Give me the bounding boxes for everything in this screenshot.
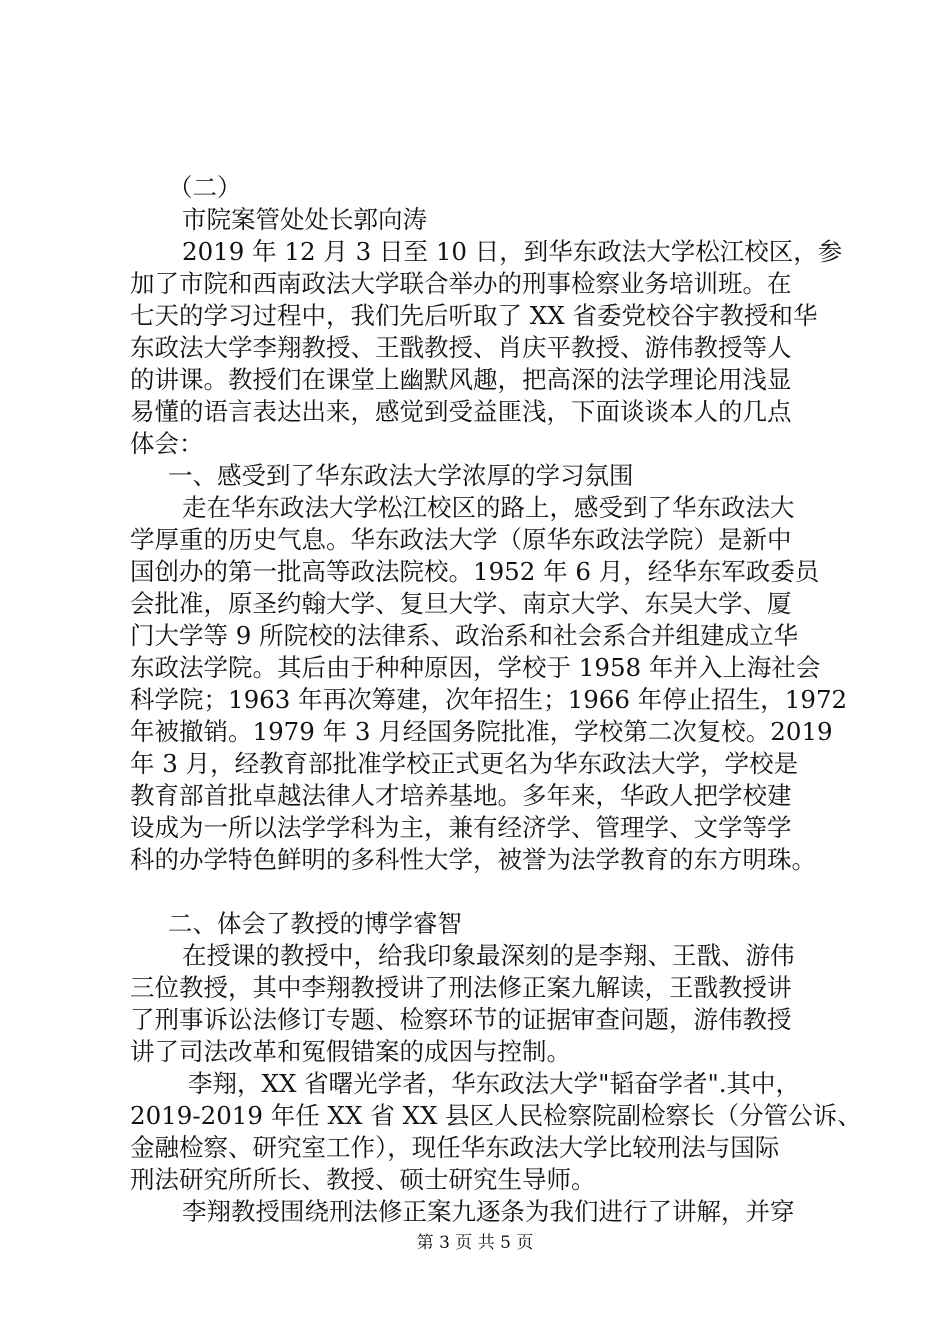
section-heading: 一、感受到了华东政法大学浓厚的学习氛围 xyxy=(168,461,634,490)
paragraph-line: 科学院；1963 年再次筹建，次年招生；1966 年停止招生，1972 xyxy=(130,685,848,714)
paragraph-line: 七天的学习过程中，我们先后听取了 XX 省委党校谷宇教授和华 xyxy=(130,301,818,330)
paragraph-line: 年 3 月，经教育部批准学校正式更名为华东政法大学，学校是 xyxy=(130,749,799,778)
paragraph-line: 国创办的第一批高等政法院校。1952 年 6 月，经华东军政委员 xyxy=(130,557,820,586)
page-footer: 第 3 页 共 5 页 xyxy=(416,1233,534,1253)
paragraph-line: 学厚重的历史气息。华东政法大学（原华东政法学院）是新中 xyxy=(130,525,792,554)
paragraph-line: 会批准，原圣约翰大学、复旦大学、南京大学、东吴大学、厦 xyxy=(130,589,792,618)
paragraph-line: 刑法研究所所长、教授、硕士研究生导师。 xyxy=(130,1165,596,1194)
paragraph-line: 在授课的教授中，给我印象最深刻的是李翔、王戬、游伟 xyxy=(182,941,795,970)
paragraph-line: 走在华东政法大学松江校区的路上，感受到了华东政法大 xyxy=(182,493,795,522)
section-heading: 二、体会了教授的博学睿智 xyxy=(168,909,462,938)
paragraph-line: 三位教授，其中李翔教授讲了刑法修正案九解读，王戬教授讲 xyxy=(130,973,792,1002)
paragraph-line: 东政法大学李翔教授、王戬教授、肖庆平教授、游伟教授等人 xyxy=(130,333,792,362)
paragraph-line: 李翔教授围绕刑法修正案九逐条为我们进行了讲解，并穿 xyxy=(182,1197,795,1226)
paragraph-line: 加了市院和西南政法大学联合举办的刑事检察业务培训班。在 xyxy=(130,269,792,298)
paragraph-line: 了刑事诉讼法修订专题、检察环节的证据审查问题，游伟教授 xyxy=(130,1005,792,1034)
paragraph-line: 教育部首批卓越法律人才培养基地。多年来，华政人把学校建 xyxy=(130,781,792,810)
paragraph-line: 东政法学院。其后由于种种原因，学校于 1958 年并入上海社会 xyxy=(130,653,821,682)
paragraph-line: 门大学等 9 所院校的法律系、政治系和社会系合并组建成立华 xyxy=(130,621,799,650)
paragraph-line: 的讲课。教授们在课堂上幽默风趣，把高深的法学理论用浅显 xyxy=(130,365,792,394)
author-line: 市院案管处处长郭向涛 xyxy=(182,205,427,234)
paragraph-line: 李翔，XX 省曙光学者，华东政法大学"韬奋学者".其中， xyxy=(188,1069,800,1098)
paragraph-line: 体会： xyxy=(130,429,204,458)
paragraph-line: 2019 年 12 月 3 日至 10 日，到华东政法大学松江校区，参 xyxy=(182,237,843,266)
paragraph-line: 设成为一所以法学学科为主，兼有经济学、管理学、文学等学 xyxy=(130,813,792,842)
paragraph-line: 科的办学特色鲜明的多科性大学，被誉为法学教育的东方明珠。 xyxy=(130,845,816,874)
paragraph-line: 金融检察、研究室工作），现任华东政法大学比较刑法与国际 xyxy=(130,1133,780,1162)
section-number: （二） xyxy=(168,173,242,202)
paragraph-line: 易懂的语言表达出来，感觉到受益匪浅，下面谈谈本人的几点 xyxy=(130,397,792,426)
paragraph-line: 2019-2019 年任 XX 省 XX 县区人民检察院副检察长（分管公诉、 xyxy=(130,1101,862,1130)
paragraph-line: 讲了司法改革和冤假错案的成因与控制。 xyxy=(130,1037,571,1066)
paragraph-line: 年被撤销。1979 年 3 月经国务院批准，学校第二次复校。2019 xyxy=(130,717,833,746)
